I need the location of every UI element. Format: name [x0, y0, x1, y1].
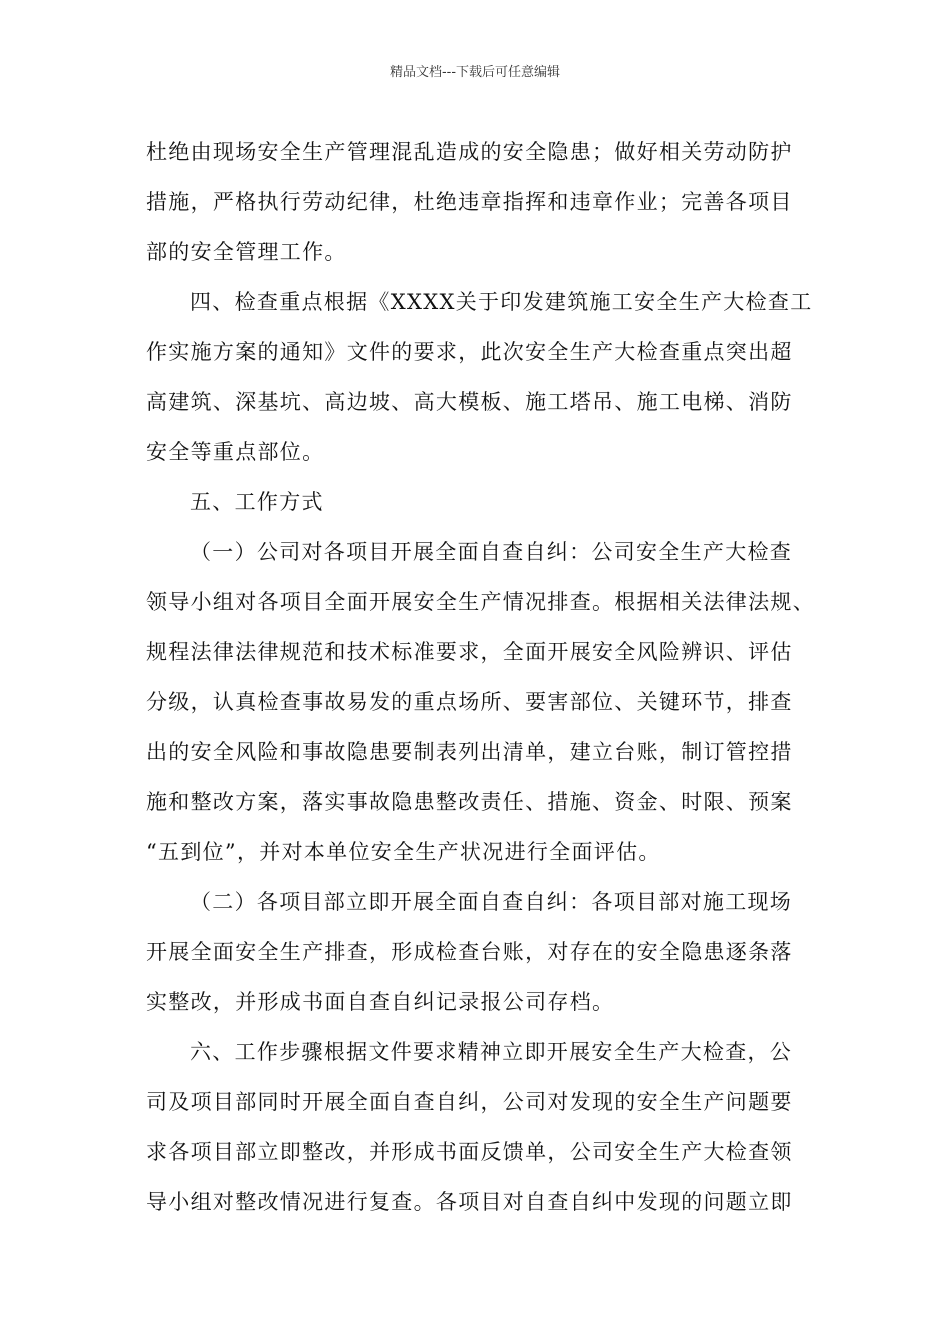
text-line: 导小组对整改情况进行复查。各项目对自查自纠中发现的问题立即: [146, 1190, 793, 1214]
text-line: 六、工作步骤根据文件要求精神立即开展安全生产大检查，公: [190, 1040, 793, 1064]
page-header: [0, 64, 950, 82]
text-line: 措施，严格执行劳动纪律，杜绝违章指挥和违章作业；完善各项目: [146, 190, 793, 214]
text-line: 部的安全管理工作。: [146, 240, 347, 264]
section-heading: 五、工作方式: [190, 490, 324, 514]
text-line: 求各项目部立即整改，并形成书面反馈单，公司安全生产大检查领: [146, 1140, 793, 1164]
text-line: 杜绝由现场安全生产管理混乱造成的安全隐患；做好相关劳动防护: [146, 140, 793, 164]
header-text: 精品文档---下载后可任意编辑: [389, 65, 561, 80]
text-line: 司及项目部同时开展全面自查自纠，公司对发现的安全生产问题要: [146, 1090, 793, 1114]
text-line: 高建筑、深基坑、高边坡、高大模板、施工塔吊、施工电梯、消防: [146, 390, 793, 414]
document-body: [146, 127, 815, 1227]
text-line: （二）各项目部立即开展全面自查自纠：各项目部对施工现场: [190, 890, 793, 914]
text-line: 实整改，并形成书面自查自纠记录报公司存档。: [146, 990, 615, 1014]
text-line: （一）公司对各项目开展全面自查自纠：公司安全生产大检查: [190, 540, 793, 564]
text-line: 四、检查重点根据《XXXX关于印发建筑施工安全生产大检查工: [190, 290, 813, 314]
text-line: 领导小组对各项目全面开展安全生产情况排查。根据相关法律法规、: [146, 590, 815, 614]
text-line: 作实施方案的通知》文件的要求，此次安全生产大检查重点突出超: [146, 340, 793, 364]
text-line: 出的安全风险和事故隐患要制表列出清单，建立台账，制订管控措: [146, 740, 793, 764]
text-line: “五到位”，并对本单位安全生产状况进行全面评估。: [146, 840, 661, 864]
text-line: 分级，认真检查事故易发的重点场所、要害部位、关键环节，排查: [146, 690, 793, 714]
text-line: 施和整改方案，落实事故隐患整改责任、措施、资金、时限、预案: [146, 790, 793, 814]
text-line: 开展全面安全生产排查，形成检查台账，对存在的安全隐患逐条落: [146, 940, 793, 964]
text-line: 规程法律法律规范和技术标准要求，全面开展安全风险辨识、评估: [146, 640, 793, 664]
text-line: 安全等重点部位。: [146, 440, 325, 464]
